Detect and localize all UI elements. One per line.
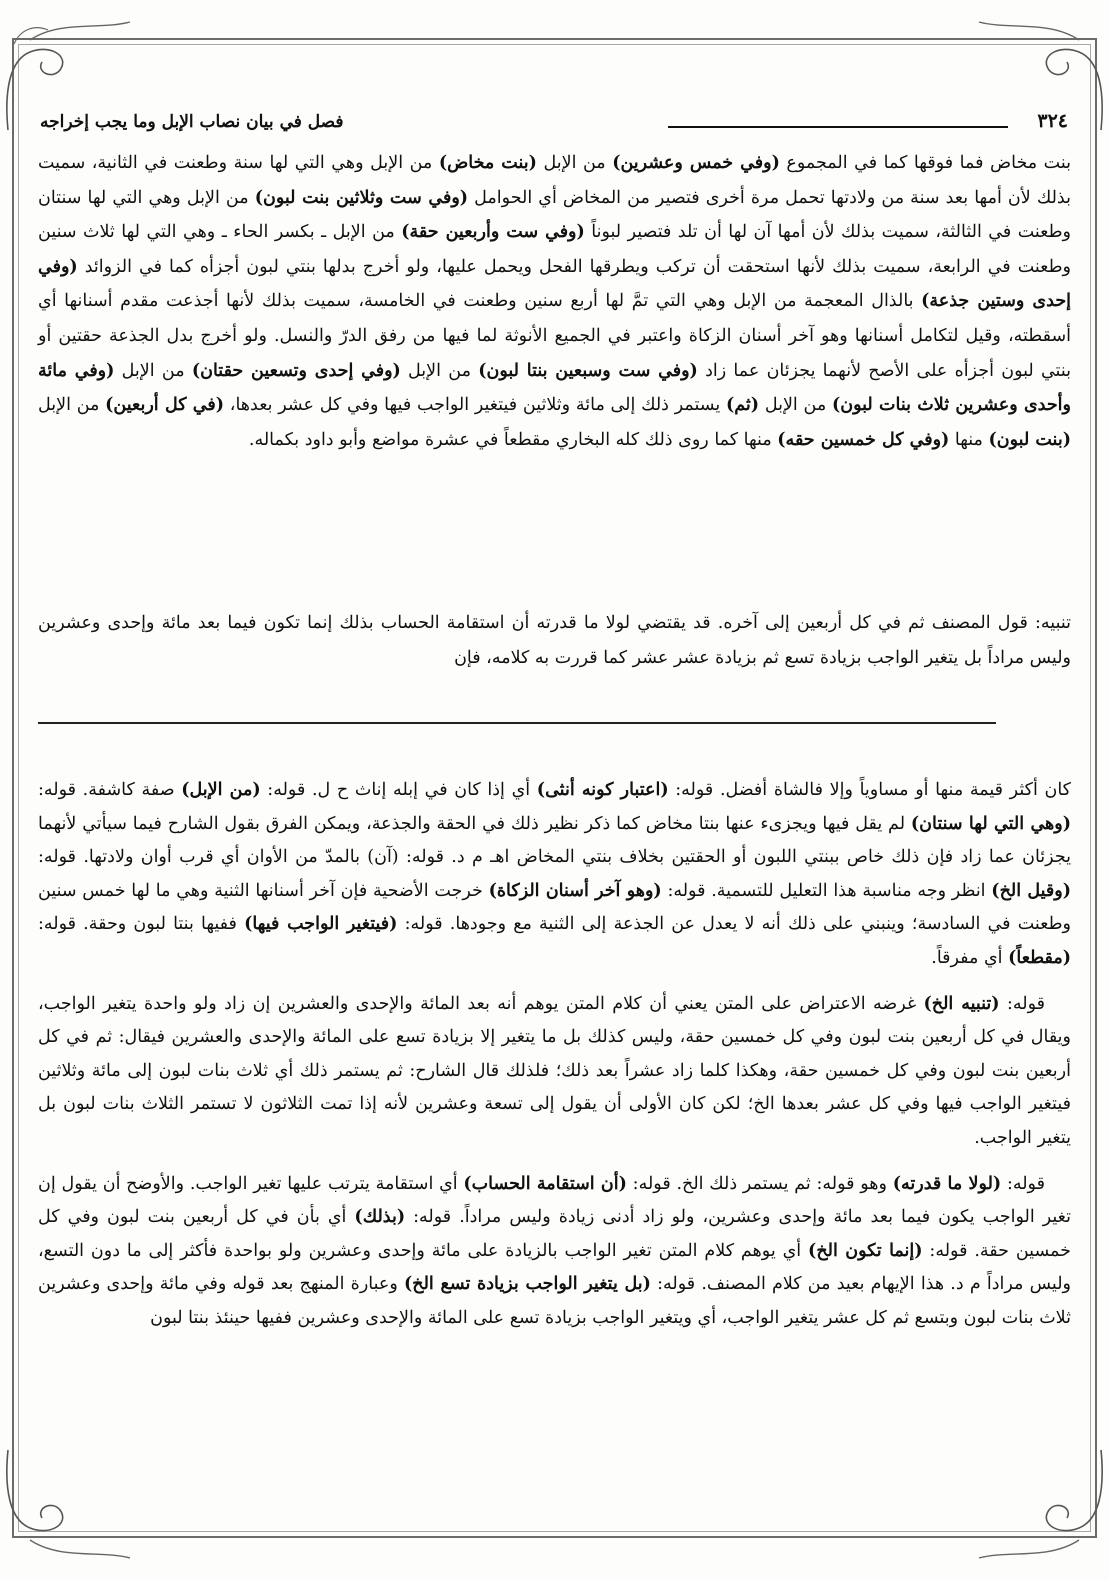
main-text: [38, 146, 1071, 457]
tanbih-paragraph: [38, 606, 1071, 675]
text-run: من الإبل: [114, 360, 192, 381]
corner-flourish-bottom-right-icon: [969, 1440, 1109, 1580]
text-run: خرجت الأضحية فإن آخر أسنانها الثنية وهي ما لها خمس سنين وطعنت في السادسة؛ وينبني على ذلك أنه لا يعدل عن الجذعة إلى الثنية مع وجودها. قوله:: [38, 880, 1071, 935]
page-number: ٣٢٤: [1037, 110, 1068, 132]
text-run: من الإبل: [759, 395, 832, 416]
tanbih-paragraph-block: [38, 606, 1071, 675]
bold-quoted-term: (لولا ما قدرته): [892, 1173, 1002, 1194]
text-run: من الإبل: [400, 360, 479, 381]
text-run: من الإبل وهي التي لها سنة وطعنت في الثانية، سميت بذلك لأن أمها بعد سنة من ولادتها تحمل مرة أخرى فتصير من المخاض أي الحوامل: [38, 153, 1071, 208]
text-run: من الإبل ـ بكسر الحاء ـ وهي التي لها ثلاث سنين وطعنت في الرابعة، سميت بذلك لأنها استحقت أن تركب ويطرقها الفحل ويحمل عليها، ولو أخرج بدلها بنتي لبون أجزأه كما في الزوائد: [38, 222, 1071, 277]
bold-quoted-term: (وفي ست وثلاثين بنت لبون): [254, 187, 469, 208]
text-run: لم يقل فيها ويجزىء عنها بنتا مخاض كما ذكر نظير ذلك في الحقة والجذعة، ويمكن الفرق بقول الشارح فيما سيأتي لأنهما يجزئان عما زاد فإن ذلك خاص ببنتي اللبون أو الحقتين بخلاف بنتي المخاض اهـ م د. قوله: (آن) بالمدّ من الأوان أي قرب أوان ولادتها. قوله:: [38, 813, 1071, 868]
bold-quoted-term: (وفي مائة وأحدى وعشرين ثلاث بنات لبون): [38, 360, 1071, 416]
bold-quoted-term: (وفي إحدى وتسعين حقتان): [191, 360, 401, 381]
bold-quoted-term: (وهو آخر أسنان الزكاة): [488, 880, 662, 901]
text-run: أي يوهم كلام المتن تغير الواجب بالزيادة على مائة وإحدى وعشرين ولو بواحدة فأكثر إلى ما دون التسع، وليس مراداً م د. هذا الإيهام بعيد من كلام المصنف. قوله:: [38, 1240, 1071, 1295]
bold-quoted-term: (في كل أربعين): [105, 395, 225, 416]
footnote-divider: [38, 722, 996, 724]
bold-quoted-term: (من الإبل): [181, 780, 261, 800]
bold-quoted-term: (بذلك): [354, 1207, 406, 1228]
commentary-paragraph: [38, 1168, 1071, 1336]
text-run: من الإبل: [536, 153, 613, 173]
bold-quoted-term: (اعتبار كونه أنثى): [536, 780, 669, 800]
bold-quoted-term: (وفي خمس وعشرين): [612, 153, 780, 173]
text-run: منها كما روى ذلك كله البخاري مقطعاً في عشرة مواضع وأبو داود بكماله.: [248, 429, 778, 450]
corner-flourish-bottom-left-icon: [0, 1440, 140, 1580]
bold-quoted-term: (بنت مخاض): [438, 153, 537, 173]
bold-quoted-term: (أن استقامة الحساب): [463, 1173, 627, 1194]
commentary-notes: [38, 774, 1071, 1348]
text-run: غرضه الاعتراض على المتن يعني أن كلام المتن يوهم أنه بعد المائة والإحدى والعشرين إن زاد ولو واحدة يتغير الواجب، ويقال في كل أربعين بنت لبون وفي كل خمسين حقة، وليس كذلك بل ما يتغير إلا بزيادة تسع على المائة والإحدى والعشرين فيقال: ثم في كل أربعين بنت لبون وفي كل خمسين حقة، وهكذا كلما زاد عشراً بعد ذلك؛ فلذلك قال الشارح: ثم يستمر ذلك أي ثلاث بنات لبون إلى مائة وثلاثين فيتغير الواجب فيها وفي كل عشر بعدها الخ؛ لكن كان الأولى أن يقول إلى تسعة وعشرين لأنه إذا تمت الثلاثون لا تستمر الثلاث بنات لبون بل يتغير الواجب.: [38, 993, 1071, 1148]
page-header: [40, 110, 1068, 144]
bold-quoted-term: (وفي إحدى وستين جذعة): [38, 256, 1071, 312]
commentary-paragraph: [38, 988, 1071, 1156]
bold-quoted-term: (تنبيه الخ): [923, 993, 1000, 1014]
header-rule: [668, 126, 1008, 128]
main-paragraph: [38, 146, 1071, 457]
text-run: منها: [949, 429, 989, 450]
text-run: تنبيه: قول المصنف ثم في كل أربعين إلى آخره. قد يقتضي لولا ما قدرته أن استقامة الحساب بذلك إنما تكون فيما بعد مائة وإحدى وعشرين وليس مراداً بل يتغير الواجب بزيادة تسع ثم بزيادة عشر عشر كما قررت به كلامه، فإن: [38, 613, 1071, 668]
text-run: يستمر ذلك إلى مائة وثلاثين فيتغير الواجب فيها وفي كل عشر بعدها،: [224, 395, 726, 416]
bold-quoted-term: (وهي التي لها سنتان): [910, 813, 1071, 834]
bold-quoted-term: (بنت لبون): [988, 429, 1071, 450]
text-run: وعبارة المنهج بعد قوله وفي مائة وإحدى وعشرين ثلاث بنات لبون وبتسع ثم كل عشر يتغير الواجب، أي ويتغير الواجب بزيادة تسع على المائة والإحدى وعشرين ففيها حينئذ بنتا لبون: [38, 1274, 1071, 1328]
bold-quoted-term: (ثم): [726, 395, 760, 416]
text-run: بنت مخاض فما فوقها كما في المجموع: [779, 153, 1071, 173]
text-run: ففيها بنتا لبون وحقة. قوله:: [38, 914, 245, 935]
text-run: قوله:: [1001, 1173, 1045, 1194]
bold-quoted-term: (مقطعاً): [1008, 947, 1071, 968]
bold-quoted-term: (بل يتغير الواجب بزيادة تسع الخ): [404, 1274, 651, 1295]
text-run: صفة كاشفة. قوله:: [38, 780, 182, 800]
text-run: قوله:: [999, 993, 1045, 1014]
text-run: أي إذا كان في إبله إناث ح ل. قوله:: [260, 780, 537, 800]
commentary-paragraph: [38, 774, 1071, 976]
text-run: أي استقامة يترتب عليها تغير الواجب. والأوضح أن يقول إن تغير الواجب يكون فيما بعد مائة وإحدى وعشرين، ولو زاد أدنى زيادة وليس مراداً. قوله:: [38, 1173, 1071, 1228]
bold-quoted-term: (وقيل الخ): [991, 880, 1071, 901]
running-title: فصل في بيان نصاب الإبل وما يجب إخراجه: [40, 112, 344, 132]
text-run: كان أكثر قيمة منها أو مساوياً وإلا فالشاة أفضل. قوله:: [668, 780, 1071, 800]
text-run: أي بأن في كل أربعين بنت لبون وفي كل خمسين حقة. قوله:: [38, 1207, 1071, 1261]
bold-quoted-term: (وفي ست وسبعين بنتا لبون): [478, 360, 698, 381]
text-run: أي مفرقاً.: [931, 947, 1009, 968]
bold-quoted-term: (وفي ست وأربعين حقة): [401, 222, 585, 243]
text-run: انظر وجه مناسبة هذا التعليل للتسمية. قوله:: [661, 880, 992, 901]
text-run: من الإبل وهي التي لها سنتان وطعنت في الثالثة، سميت بذلك لأن أمها آن لها أن تلد فتصير لبوناً: [38, 187, 1071, 243]
bold-quoted-term: (وفي كل خمسين حقه): [777, 429, 950, 450]
bold-quoted-term: (فيتغير الواجب فيها): [244, 914, 398, 935]
text-run: بالذال المعجمة من الإبل وهي التي تمَّ لها أربع سنين وطعنت في الخامسة، سميت بذلك لأنها أجذعت مقدم أسنانها أي أسقطته، وقيل لتكامل أسنانها وهو آخر أسنان الزكاة واعتبر في الجميع الأنوثة لما فيها من رفق الدرّ والنسل. ولو أخرج بدل الجذعة حقتين أو بنتي لبون أجزأه على الأصح لأنهما يجزئان عما زاد: [38, 291, 1071, 381]
text-run: وهو قوله: ثم يستمر ذلك الخ. قوله:: [626, 1173, 893, 1194]
text-run: من الإبل: [38, 395, 106, 416]
bold-quoted-term: (إنما تكون الخ): [808, 1240, 923, 1261]
